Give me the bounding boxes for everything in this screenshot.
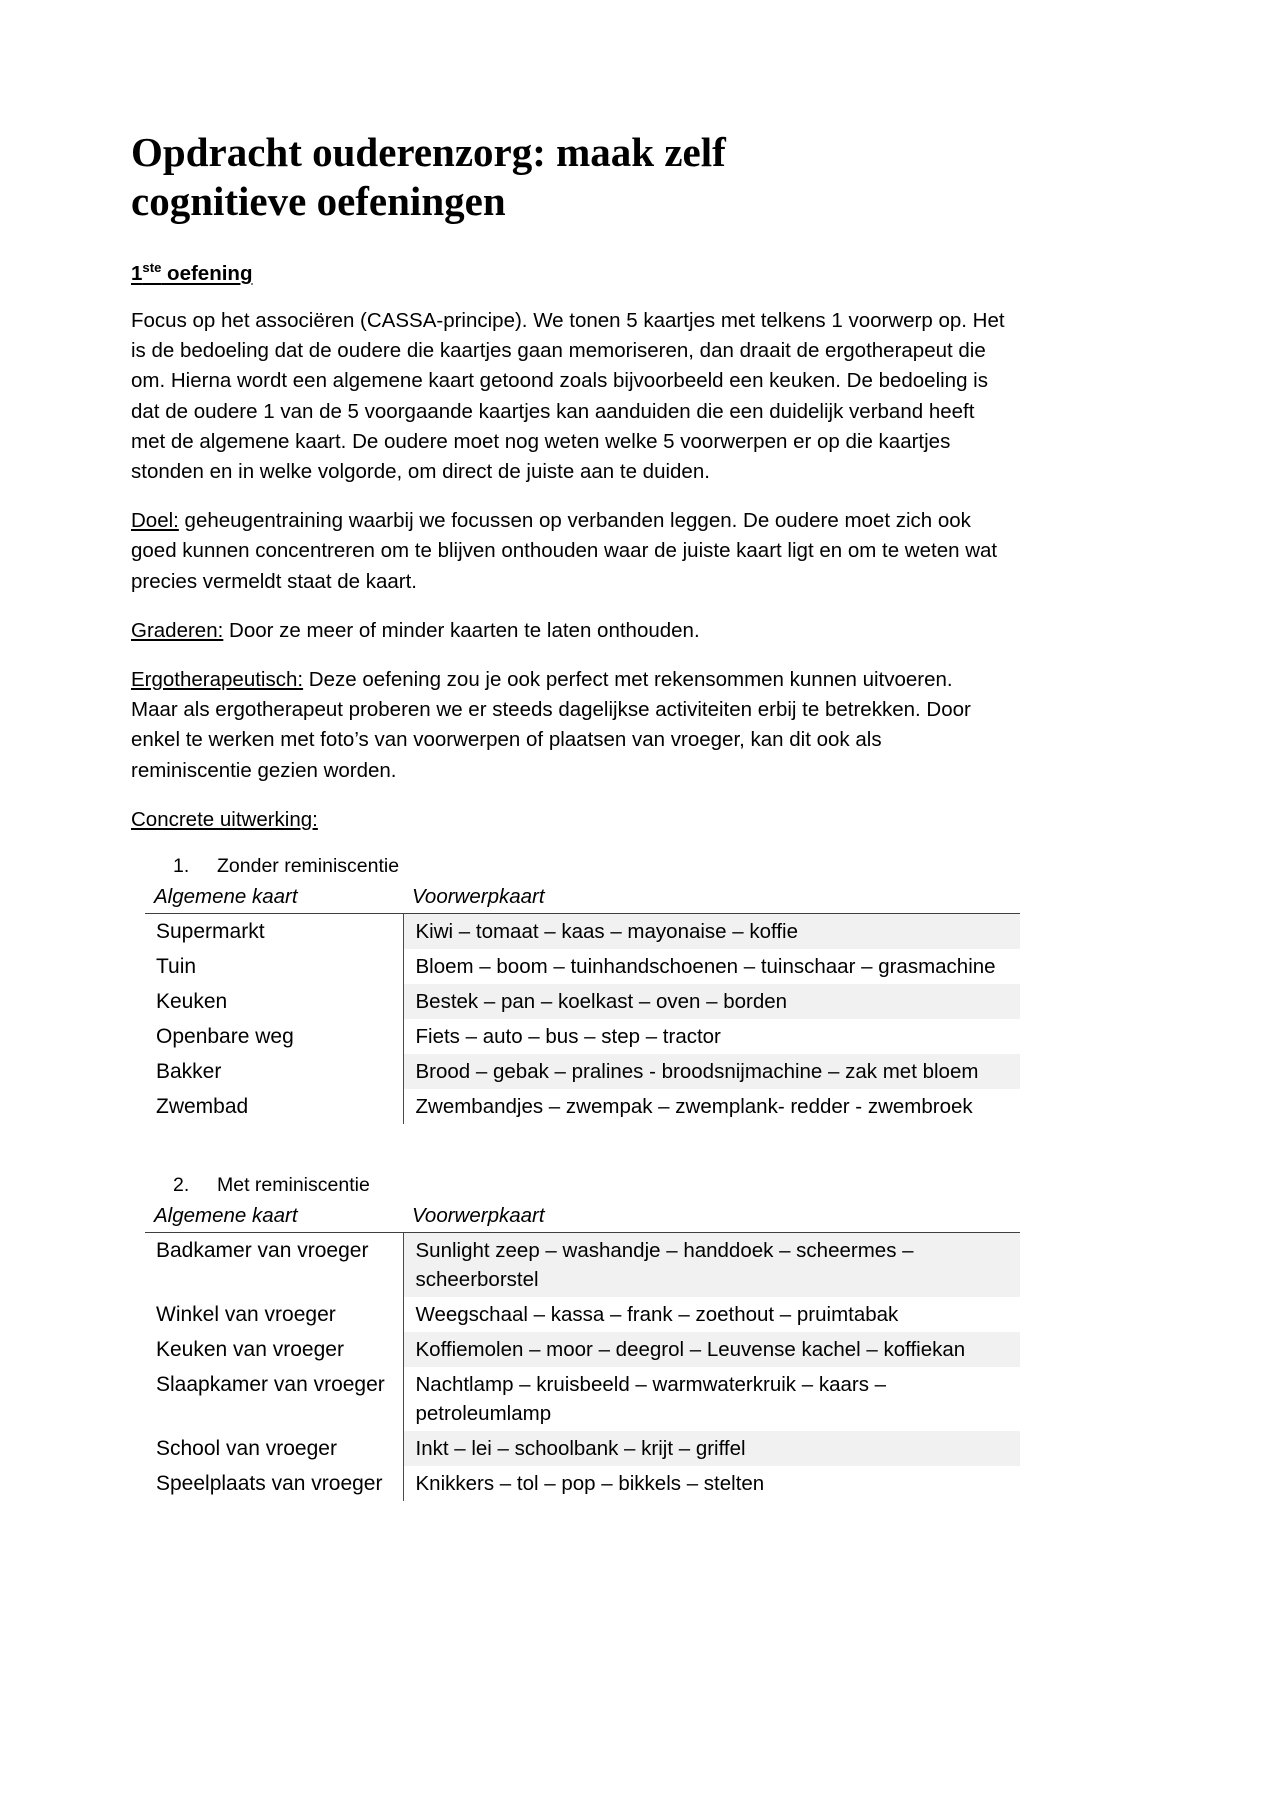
column-header-voorwerpkaart: Voorwerpkaart — [403, 1202, 1020, 1233]
cell-algemene-kaart: Bakker — [145, 1054, 403, 1089]
cell-algemene-kaart: Openbare weg — [145, 1019, 403, 1054]
exercise-heading-label: oefening — [161, 262, 253, 285]
table-row — [145, 949, 1020, 984]
cell-algemene-kaart: Badkamer van vroeger — [145, 1233, 403, 1298]
graderen-paragraph — [131, 616, 1005, 646]
intro-paragraph: Focus op het associëren (CASSA-principe). We tonen 5 kaartjes met telkens 1 voorwerp op. Het is de bedoeling dat de oudere die kaartjes gaan memoriseren, dan draait de ergotherapeut die om. Hierna wordt een algemene kaart getoond zoals bijvoorbeeld een keuken. De bedoeling is dat de oudere 1 van de 5 voorgaande kaartjes kan aanduiden die een duidelijk verband heeft met de algemene kaart. De oudere moet nog weten welke 5 voorwerpen er op die kaartjes stonden en in welke volgorde, om direct de juiste aan te duiden. — [131, 309, 1005, 484]
list-item-label: Met reminiscentie — [217, 1174, 370, 1197]
doel-paragraph — [131, 506, 1005, 597]
table-header-row — [145, 1202, 1020, 1233]
table-row — [145, 1233, 1020, 1298]
list-item-number: 2. — [173, 1174, 190, 1197]
cell-algemene-kaart: Supermarkt — [145, 914, 403, 950]
table-row — [145, 1089, 1020, 1124]
cell-algemene-kaart: Tuin — [145, 949, 403, 984]
table-spacer — [131, 1124, 1005, 1154]
page-title: Opdracht ouderenzorg: maak zelf cognitieve oefeningen — [131, 129, 726, 224]
exercise-heading-ordinal-suffix: ste — [142, 260, 162, 276]
cell-voorwerpkaart: Zwembandjes – zwempak – zwemplank- redder - zwembroek — [415, 1095, 973, 1119]
column-header-voorwerpkaart: Voorwerpkaart — [403, 883, 1020, 914]
exercise-heading — [131, 262, 252, 286]
cell-voorwerpkaart: Nachtlamp – kruisbeeld – warmwaterkruik – kaars – petroleumlamp — [415, 1373, 887, 1426]
cell-algemene-kaart: Slaapkamer van vroeger — [145, 1367, 403, 1431]
graderen-label: Graderen: — [131, 618, 224, 642]
cell-voorwerpkaart: Knikkers – tol – pop – bikkels – stelten — [415, 1472, 765, 1496]
concrete-uitwerking-heading — [131, 805, 1005, 835]
cell-voorwerpkaart: Sunlight zeep – washandje – handdoek – scheermes – scheerborstel — [403, 1233, 1020, 1298]
cell-voorwerpkaart: Kiwi – tomaat – kaas – mayonaise – koffie — [403, 914, 1020, 950]
table-row — [145, 1466, 1020, 1501]
table-row — [145, 1367, 1020, 1431]
graderen-text: Door ze meer of minder kaarten te laten onthouden. — [223, 618, 700, 642]
table-met-reminiscentie — [145, 1202, 1020, 1501]
table-row — [145, 1297, 1020, 1332]
list-item-zonder-reminiscentie — [173, 852, 1005, 880]
list-item-met-reminiscentie — [173, 1171, 1005, 1199]
list-item-label: Zonder reminiscentie — [217, 855, 400, 878]
table-header-row — [145, 883, 1020, 914]
cell-voorwerpkaart: Fiets – auto – bus – step – tractor — [415, 1025, 721, 1049]
column-header-algemene-kaart: Algemene kaart — [145, 1202, 403, 1233]
ergotherapeutisch-paragraph — [131, 665, 1005, 786]
table-zonder-reminiscentie — [145, 883, 1020, 1124]
table-row — [145, 1431, 1020, 1466]
table-row — [145, 914, 1020, 950]
cell-algemene-kaart: Zwembad — [145, 1089, 403, 1124]
ergotherapeutisch-label: Ergotherapeutisch: — [131, 668, 304, 692]
cell-voorwerpkaart: Koffiemolen – moor – deegrol – Leuvense kachel – koffiekan — [403, 1332, 1020, 1367]
doel-text: geheugentraining waarbij we focussen op verbanden leggen. De oudere moet zich ook goed kunnen concentreren om te blijven onthouden waar de juiste kaart ligt en om te weten wat precies vermeldt staat de kaart. — [131, 509, 998, 593]
column-header-algemene-kaart: Algemene kaart — [145, 883, 403, 914]
cell-algemene-kaart: Winkel van vroeger — [145, 1297, 403, 1332]
cell-voorwerpkaart: Weegschaal – kassa – frank – zoethout – pruimtabak — [415, 1303, 899, 1327]
cell-algemene-kaart: School van vroeger — [145, 1431, 403, 1466]
cell-voorwerpkaart: Brood – gebak – pralines - broodsnijmachine – zak met bloem — [403, 1054, 1020, 1089]
cell-voorwerpkaart: Bestek – pan – koelkast – oven – borden — [403, 984, 1020, 1019]
table-row — [145, 1054, 1020, 1089]
ergotherapeutisch-text: Deze oefening zou je ook perfect met rekensommen kunnen uitvoeren. Maar als ergotherapeut proberen we er steeds dagelijkse activiteiten erbij te betrekken. Door enkel te werken met foto’s van voorwerpen of plaatsen van vroeger, kan dit ook als reminiscentie gezien worden. — [131, 668, 971, 782]
list-item-number: 1. — [173, 855, 190, 878]
exercise-heading-number: 1 — [131, 262, 143, 285]
cell-algemene-kaart: Keuken — [145, 984, 403, 1019]
cell-voorwerpkaart: Bloem – boom – tuinhandschoenen – tuinschaar – grasmachine — [415, 955, 996, 979]
concrete-uitwerking-label: Concrete uitwerking: — [131, 807, 318, 831]
cell-voorwerpkaart: Inkt – lei – schoolbank – krijt – griffel — [403, 1431, 1020, 1466]
cell-algemene-kaart: Keuken van vroeger — [145, 1332, 403, 1367]
table-row — [145, 1019, 1020, 1054]
doel-label: Doel: — [131, 509, 179, 533]
cell-algemene-kaart: Speelplaats van vroeger — [145, 1466, 403, 1501]
table-row — [145, 984, 1020, 1019]
table-row — [145, 1332, 1020, 1367]
